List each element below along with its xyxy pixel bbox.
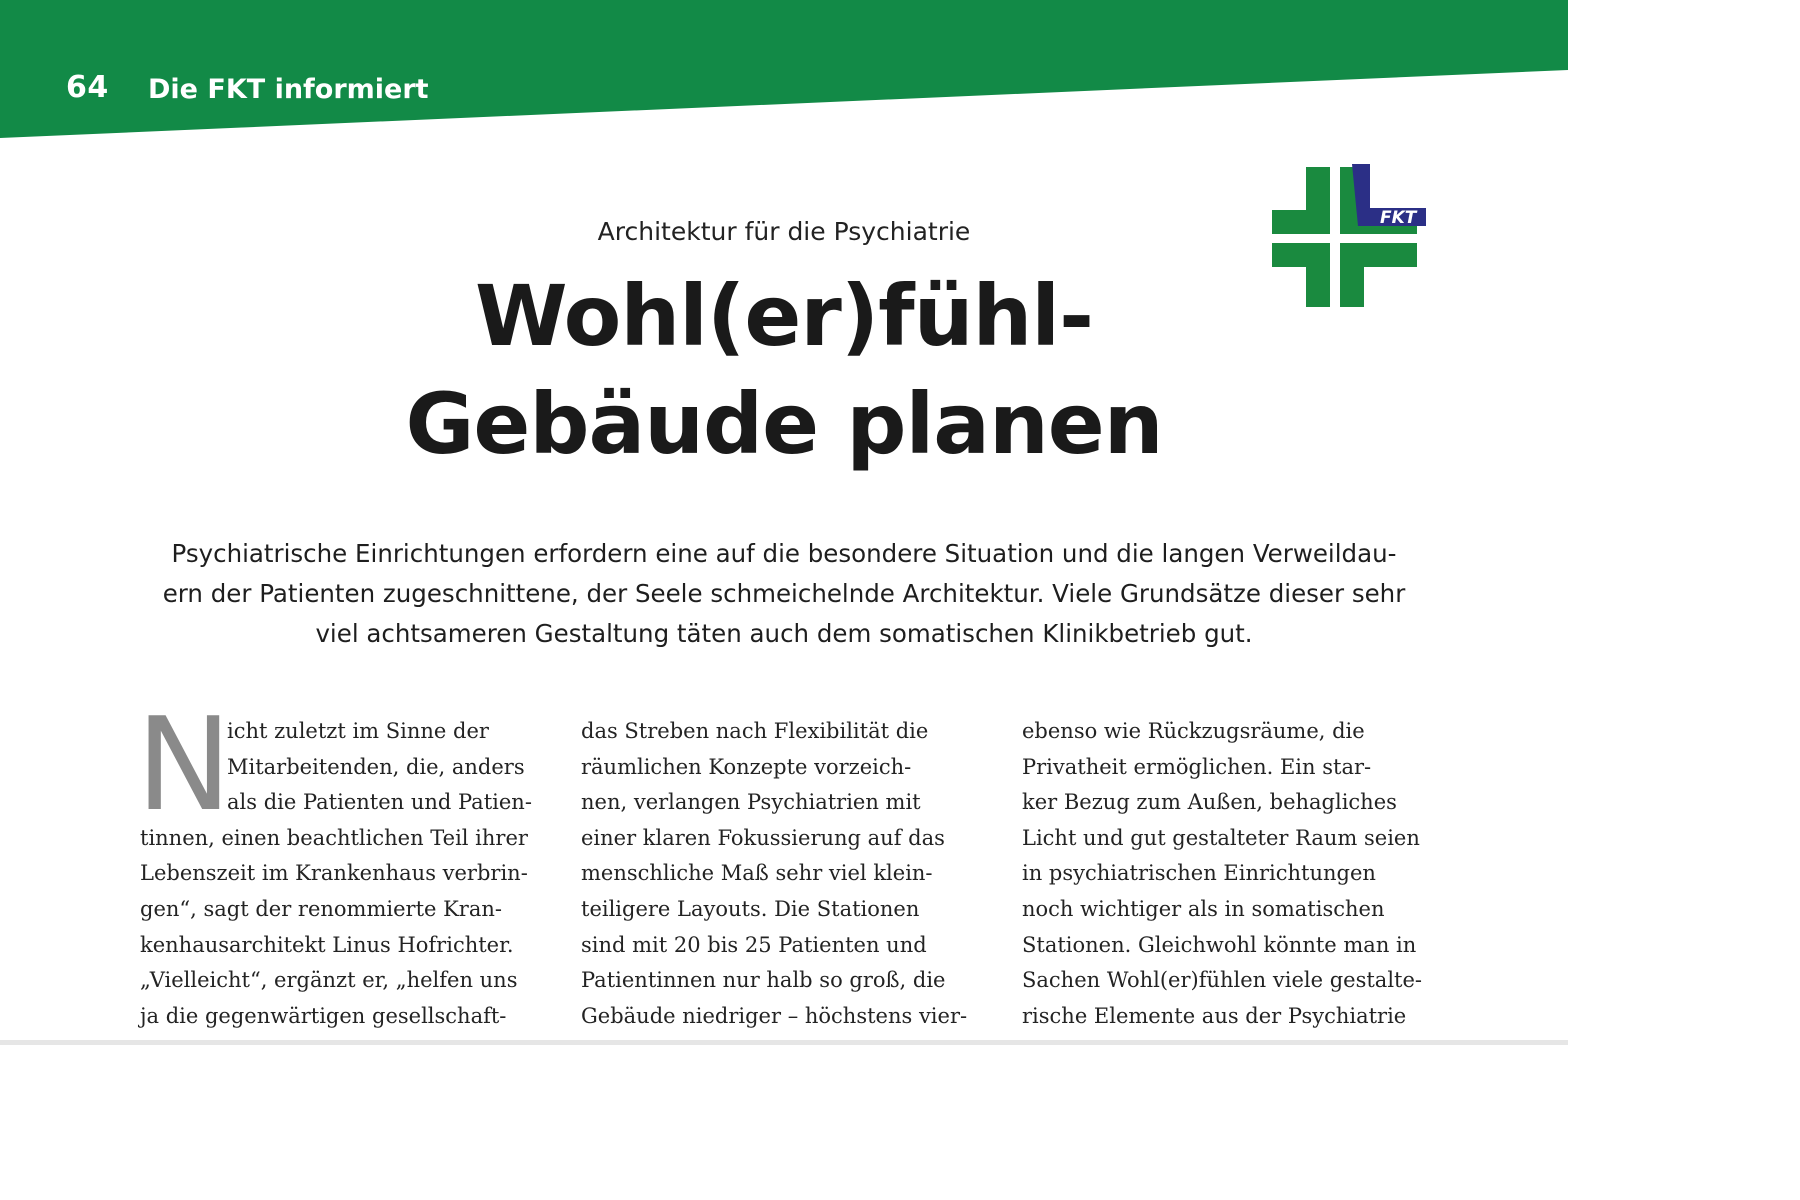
text-column-2 — [581, 714, 1001, 1034]
drop-cap: N — [136, 691, 232, 840]
column-line: Licht und gut gestalteter Raum seien — [1022, 825, 1420, 850]
column-line: als die Patienten und Patien- — [227, 790, 532, 815]
column-line: nen, verlangen Psychiatrien mit — [581, 790, 921, 815]
article-kicker: Architektur für die Psychiatrie — [597, 217, 971, 246]
fkt-logo-text: FKT — [1380, 208, 1417, 228]
lead-line: ern der Patienten zugeschnittene, der Seele schmeichelnde Architektur. Viele Grundsätze dieser sehr — [162, 579, 1406, 608]
column-line: noch wichtiger als in somatischen — [1022, 896, 1385, 921]
column-line: Gebäude niedriger – höchstens vier- — [581, 1003, 968, 1028]
column-line: rische Elemente aus der Psychiatrie — [1022, 1003, 1407, 1028]
article-lead — [120, 534, 1448, 654]
page-bottom-edge — [0, 1040, 1568, 1045]
page-number: 64 — [66, 70, 109, 105]
section-name: Die FKT informiert — [148, 74, 429, 105]
lead-line: Psychiatrische Einrichtungen erfordern eine auf die besondere Situation und die langen Verweildau- — [171, 539, 1397, 568]
text-column-3 — [1022, 714, 1442, 1034]
column-line: Sachen Wohl(er)fühlen viele gestalte- — [1022, 968, 1422, 993]
column-line: sind mit 20 bis 25 Patienten und — [581, 932, 927, 957]
headline-line: Wohl(er)fühl- — [475, 267, 1093, 365]
column-line: ker Bezug zum Außen, behagliches — [1022, 790, 1397, 815]
column-line: ebenso wie Rückzugsräume, die — [1022, 719, 1365, 743]
text-column-1 — [140, 714, 560, 1034]
column-line: Mitarbeitenden, die, anders — [227, 754, 525, 779]
header-band-polygon — [0, 0, 1568, 138]
column-line: ja die gegenwärtigen gesellschaft- — [140, 1003, 507, 1028]
column-line: menschliche Maß sehr viel klein- — [581, 861, 933, 886]
column-line: räumlichen Konzepte vorzeich- — [581, 754, 912, 779]
column-line: Patientinnen nur halb so groß, die — [581, 968, 946, 993]
lead-line: viel achtsameren Gestaltung täten auch dem somatischen Klinikbetrieb gut. — [315, 619, 1253, 648]
article-headline — [0, 262, 1568, 478]
headline-line: Gebäude planen — [405, 375, 1163, 473]
column-line: icht zuletzt im Sinne der — [227, 719, 489, 743]
column-line: Stationen. Gleichwohl könnte man in — [1022, 932, 1417, 957]
column-line: in psychiatrischen Einrichtungen — [1022, 861, 1376, 886]
column-line: Privatheit ermöglichen. Ein star- — [1022, 754, 1372, 779]
column-line: kenhausarchitekt Linus Hofrichter. — [140, 932, 514, 957]
column-line: Lebenszeit im Krankenhaus verbrin- — [140, 861, 528, 886]
column-line: teiligere Layouts. Die Stationen — [581, 896, 920, 921]
column-line: tinnen, einen beachtlichen Teil ihrer — [140, 825, 528, 850]
column-line: „Vielleicht“, ergänzt er, „helfen uns — [140, 968, 518, 993]
column-line: einer klaren Fokussierung auf das — [581, 825, 945, 850]
column-line: das Streben nach Flexibilität die — [581, 719, 929, 743]
column-line: gen“, sagt der renommierte Kran- — [140, 896, 502, 921]
